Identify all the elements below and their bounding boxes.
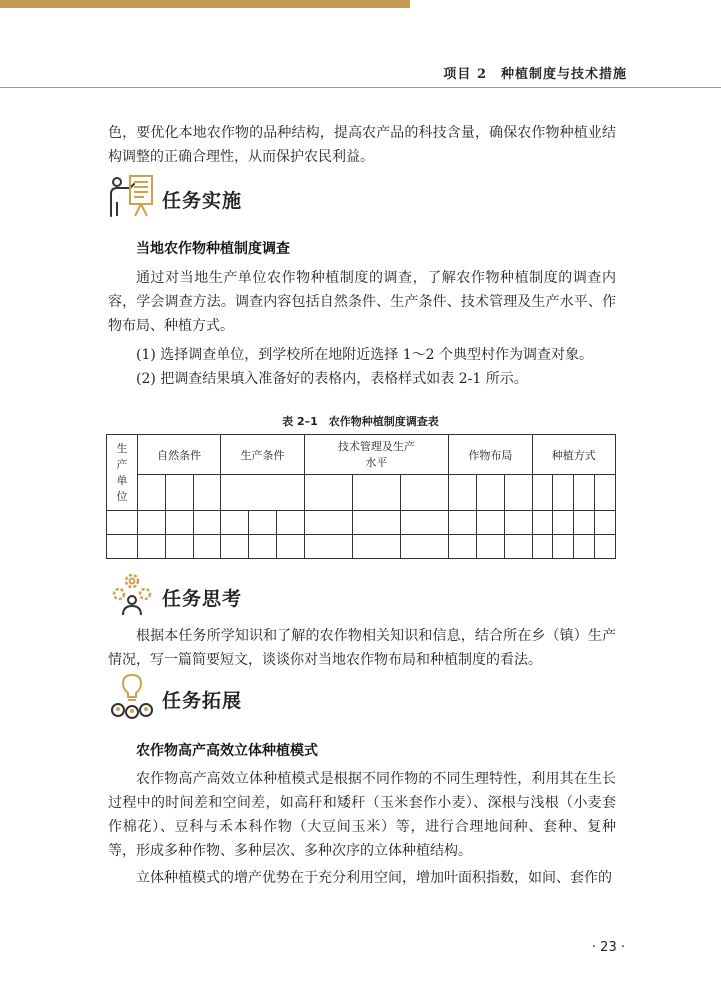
table-cell [504, 475, 532, 511]
table-cell [594, 535, 615, 559]
running-title: 项目 2 种植制度与技术措施 [443, 67, 627, 82]
section-title-implement: 任务实施 [162, 190, 243, 212]
header-cell: 生产条件 [221, 435, 304, 475]
table-cell [221, 475, 304, 511]
table-cell [165, 535, 193, 559]
table-cell [476, 511, 504, 535]
header-cell: 技术管理及生产 水平 [304, 435, 448, 475]
table-cell [352, 475, 400, 511]
paragraph: (1) 选择调查单位，到学校所在地附近选择 1～2 个典型村作为调查对象。 [136, 347, 593, 363]
table-cell [532, 535, 553, 559]
table-cell [165, 511, 193, 535]
header-divider [0, 87, 721, 88]
header-cell: 种植方式 [532, 435, 616, 475]
table-cell [401, 511, 449, 535]
table-cell [476, 475, 504, 511]
table-caption: 表 2–1 农作物种植制度调查表 [282, 415, 439, 428]
table-cell [193, 535, 221, 559]
table-cell [504, 511, 532, 535]
section-title-expand: 任务拓展 [162, 690, 243, 712]
table-cell [449, 475, 477, 511]
table-cell [304, 475, 352, 511]
table-cell [553, 475, 574, 511]
table-cell [574, 475, 595, 511]
table-cell [276, 535, 304, 559]
table-cell [574, 535, 595, 559]
table-cell [221, 511, 249, 535]
section-title-think: 任务思考 [162, 588, 243, 610]
table-cell [401, 475, 449, 511]
table-cell [532, 475, 553, 511]
table-cell [249, 535, 277, 559]
intro-paragraph: 色，要优化本地农作物的品种结构，提高农产品的科技含量，确保农作物种植业结构调整的正确合理性，从而保护农民利益。 [108, 125, 616, 165]
lightbulb-people-icon [108, 672, 156, 724]
paragraph: 立体种植模式的增产优势在于充分利用空间，增加叶面积指数，如间、套作的 [136, 870, 612, 886]
table-cell [504, 535, 532, 559]
subtitle-survey: 当地农作物种植制度调查 [136, 241, 290, 257]
table-cell [138, 535, 166, 559]
table-cell [553, 511, 574, 535]
gears-people-icon [108, 570, 156, 622]
table-cell [352, 511, 400, 535]
table-cell [574, 511, 595, 535]
header-cell: 生 产 单 位 [107, 435, 138, 511]
paragraph: 农作物高产高效立体种植模式是根据不同作物的不同生理特性，利用其在生长过程中的时间差和空间差，如高秆和矮秆（玉米套作小麦）、深根与浅根（小麦套作棉花）、豆科与禾本科作物（大豆间玉米）等，进行合理地间种、套种、复种等，形成多种作物、多种层次、多种次序的立体种植结构。 [108, 771, 616, 859]
teacher-board-icon [108, 172, 156, 224]
page-number: · 23 · [591, 940, 625, 955]
table-cell [249, 511, 277, 535]
table-cell [476, 535, 504, 559]
header-cell: 自然条件 [138, 435, 221, 475]
subtitle-stereo-planting: 农作物高产高效立体种植模式 [136, 743, 318, 759]
table-cell [107, 511, 138, 535]
table-cell [221, 535, 249, 559]
table-cell [193, 475, 221, 511]
table-cell [193, 511, 221, 535]
table-cell [401, 535, 449, 559]
table-cell [165, 475, 193, 511]
table-cell [138, 511, 166, 535]
table-cell [304, 511, 352, 535]
table-cell [532, 511, 553, 535]
paragraph: 通过对当地生产单位农作物种植制度的调查，了解农作物种植制度的调查内容，学会调查方法。调查内容包括自然条件、生产条件、技术管理及生产水平、作物布局、种植方式。 [108, 270, 616, 334]
survey-table [106, 434, 616, 559]
header-cell: 作物布局 [449, 435, 532, 475]
table-cell [594, 475, 615, 511]
paragraph: (2) 把调查结果填入准备好的表格内，表格样式如表 2-1 所示。 [136, 371, 528, 387]
table-cell [138, 475, 166, 511]
table-cell [107, 535, 138, 559]
table-cell [449, 535, 477, 559]
table-cell [352, 535, 400, 559]
table-cell [553, 535, 574, 559]
paragraph: 根据本任务所学知识和了解的农作物相关知识和信息，结合所在乡（镇）生产情况，写一篇简要短文，谈谈你对当地农作物布局和种植制度的看法。 [108, 628, 616, 668]
table-cell [449, 511, 477, 535]
table-cell [594, 511, 615, 535]
header-accent-bar [0, 0, 410, 8]
table-cell [276, 511, 304, 535]
table-cell [304, 535, 352, 559]
